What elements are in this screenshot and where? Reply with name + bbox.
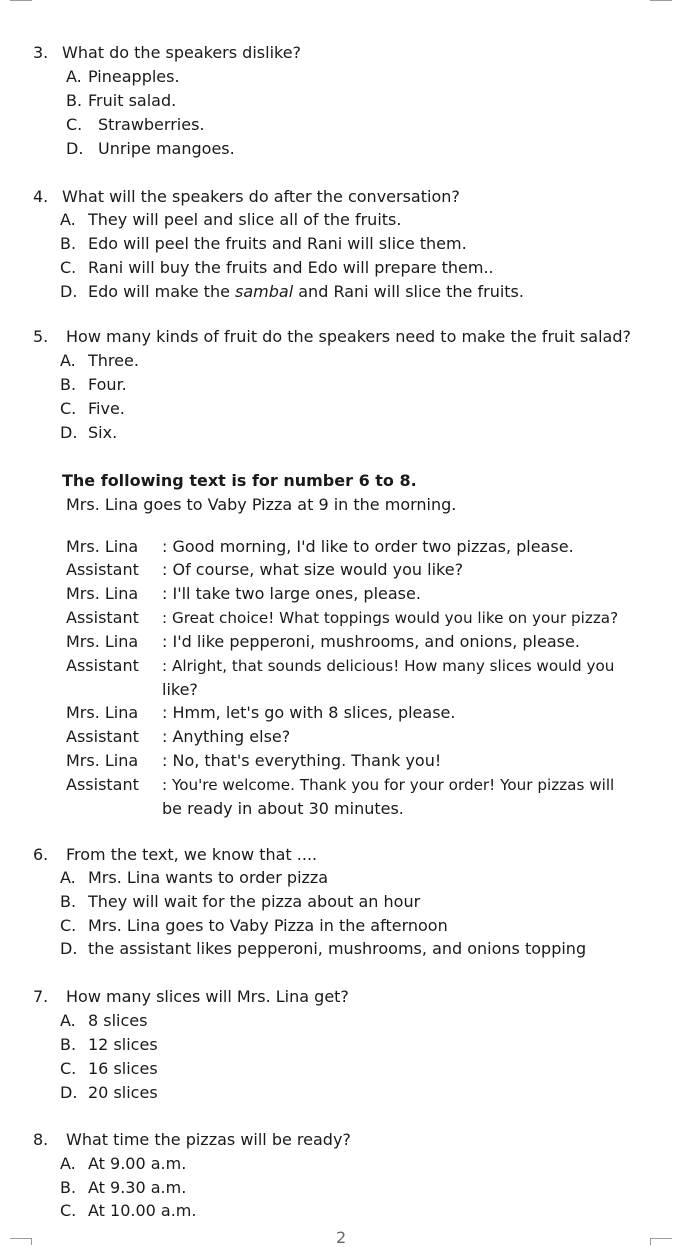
question-number: 4. xyxy=(33,187,49,206)
option-text: 20 slices xyxy=(88,1083,158,1102)
dialogue-line: : Of course, what size would you like? xyxy=(162,560,464,579)
option-letter: B. xyxy=(60,892,77,911)
question-text: From the text, we know that .... xyxy=(66,845,318,864)
dialogue-speaker: Assistant xyxy=(66,727,139,746)
dialogue-speaker: Mrs. Lina xyxy=(66,537,139,556)
option-text: Four. xyxy=(88,375,127,394)
dialogue-line: : You're welcome. Thank you for your order! Your pizzas will xyxy=(162,776,615,794)
corner-mark-top-left xyxy=(10,0,32,1)
option-text-italic: sambal xyxy=(235,282,294,301)
option-letter: C. xyxy=(60,399,77,418)
question-number: 3. xyxy=(33,43,49,62)
question-number: 7. xyxy=(33,987,49,1006)
option-letter: D. xyxy=(60,423,78,442)
option-text: 8 slices xyxy=(88,1011,148,1030)
option-text: Edo will peel the fruits and Rani will slice them. xyxy=(88,234,467,253)
question-text: What do the speakers dislike? xyxy=(62,43,302,62)
option-letter: B. xyxy=(60,1178,77,1197)
option-text: At 9.00 a.m. xyxy=(88,1154,187,1173)
corner-mark-bottom-left-tick xyxy=(31,1238,32,1245)
option-letter: A. xyxy=(60,1011,76,1030)
option-letter: C. xyxy=(60,916,77,935)
option-text-end: and Rani will slice the fruits. xyxy=(298,282,524,301)
option-text: Pineapples. xyxy=(88,67,180,86)
option-letter: A. xyxy=(60,210,76,229)
option-letter: C. xyxy=(60,258,77,277)
passage-heading: The following text is for number 6 to 8. xyxy=(62,471,417,490)
question-number: 5. xyxy=(33,327,49,346)
option-text: Five. xyxy=(88,399,125,418)
question-text: What time the pizzas will be ready? xyxy=(66,1130,351,1149)
dialogue-speaker: Mrs. Lina xyxy=(66,703,139,722)
option-letter: B. xyxy=(60,1035,77,1054)
question-number: 6. xyxy=(33,845,49,864)
option-letter: B. xyxy=(60,234,77,253)
dialogue-speaker: Mrs. Lina xyxy=(66,584,139,603)
option-letter: A. xyxy=(60,351,76,370)
option-letter: C. xyxy=(66,115,83,134)
option-letter: C. xyxy=(60,1059,77,1078)
option-letter: C. xyxy=(60,1201,77,1220)
dialogue-speaker: Mrs. Lina xyxy=(66,632,139,651)
option-letter: A. xyxy=(60,1154,76,1173)
option-text: Rani will buy the fruits and Edo will prepare them.. xyxy=(88,258,494,277)
passage-intro: Mrs. Lina goes to Vaby Pizza at 9 in the morning. xyxy=(66,495,457,514)
option-letter: B. xyxy=(66,91,83,110)
dialogue-line: : Anything else? xyxy=(162,727,291,746)
option-letter: D. xyxy=(60,939,78,958)
option-text: They will peel and slice all of the fruits. xyxy=(88,210,402,229)
option-letter: D. xyxy=(60,1083,78,1102)
option-text: 12 slices xyxy=(88,1035,158,1054)
option-text: They will wait for the pizza about an hour xyxy=(88,892,421,911)
corner-mark-bottom-left xyxy=(10,1238,32,1239)
option-text: Three. xyxy=(88,351,139,370)
dialogue-speaker: Assistant xyxy=(66,608,139,627)
option-text xyxy=(88,280,524,304)
option-text: Mrs. Lina goes to Vaby Pizza in the afternoon xyxy=(88,916,448,935)
option-text: At 9.30 a.m. xyxy=(88,1178,187,1197)
option-letter: B. xyxy=(60,375,77,394)
option-text: Fruit salad. xyxy=(88,91,177,110)
dialogue-speaker: Assistant xyxy=(66,656,139,675)
option-letter: D. xyxy=(66,139,84,158)
question-text: How many slices will Mrs. Lina get? xyxy=(66,987,349,1006)
dialogue-line-continued: like? xyxy=(162,680,198,699)
dialogue-line: : No, that's everything. Thank you! xyxy=(162,751,442,770)
option-text: Strawberries. xyxy=(98,115,205,134)
question-text: What will the speakers do after the conversation? xyxy=(62,187,460,206)
question-number: 8. xyxy=(33,1130,49,1149)
dialogue-speaker: Mrs. Lina xyxy=(66,751,139,770)
dialogue-line: : I'd like pepperoni, mushrooms, and onions, please. xyxy=(162,632,580,651)
option-text-start: Edo will make the xyxy=(88,282,230,301)
option-text: Unripe mangoes. xyxy=(98,139,235,158)
option-text: Mrs. Lina wants to order pizza xyxy=(88,868,329,887)
option-letter: A. xyxy=(60,868,76,887)
dialogue-line: : I'll take two large ones, please. xyxy=(162,584,421,603)
dialogue-line: : Alright, that sounds delicious! How many slices would you xyxy=(162,657,615,675)
option-text: Six. xyxy=(88,423,118,442)
question-text: How many kinds of fruit do the speakers need to make the fruit salad? xyxy=(66,327,631,346)
corner-mark-bottom-right-tick xyxy=(650,1238,651,1245)
dialogue-line: : Great choice! What toppings would you like on your pizza? xyxy=(162,609,619,627)
option-text: the assistant likes pepperoni, mushrooms, and onions topping xyxy=(88,939,587,958)
dialogue-line: : Hmm, let's go with 8 slices, please. xyxy=(162,703,456,722)
option-letter: D. xyxy=(60,282,78,301)
option-text: 16 slices xyxy=(88,1059,158,1078)
corner-mark-bottom-right xyxy=(650,1238,672,1239)
option-text: At 10.00 a.m. xyxy=(88,1201,197,1220)
dialogue-line-continued: be ready in about 30 minutes. xyxy=(162,799,404,818)
dialogue-speaker: Assistant xyxy=(66,775,139,794)
dialogue-line: : Good morning, I'd like to order two pizzas, please. xyxy=(162,537,574,556)
dialogue-speaker: Assistant xyxy=(66,560,139,579)
page-number: 2 xyxy=(336,1228,347,1247)
corner-mark-top-right xyxy=(650,0,672,1)
option-letter: A. xyxy=(66,67,82,86)
